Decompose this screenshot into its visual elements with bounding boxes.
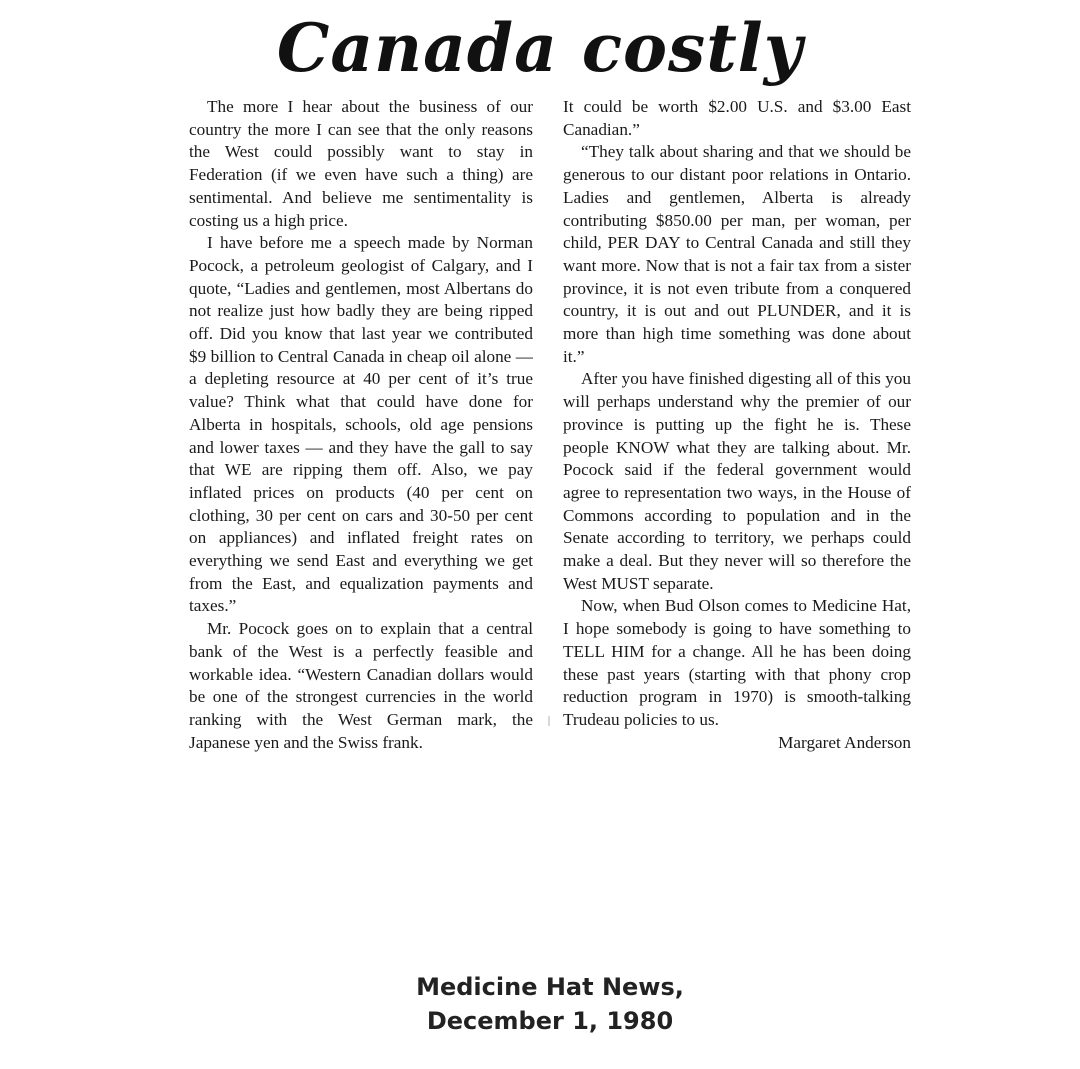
column-divider: [548, 716, 550, 726]
article-paragraph: Now, when Bud Olson comes to Medicine Hat, I hope somebody is going to have something to TELL HIM for a change. All he has been doing these past years (starting with that phony crop reduction program in 1970) is smooth-talking Trudeau policies to us.: [563, 596, 911, 729]
source-date: December 1, 1980: [426, 1007, 674, 1035]
article-paragraph: It could be worth $2.00 U.S. and $3.00 East Canadian.”: [563, 97, 911, 139]
article-column-right: [563, 96, 911, 754]
article-paragraph: Mr. Pocock goes on to explain that a central bank of the West is a perfectly feasible and workable idea. “Western Canadian dollars would be one of the strongest currencies in the world ranking with the West German mark, the Japanese yen and the Swiss frank.: [189, 619, 533, 752]
article-paragraph: After you have finished digesting all of this you will perhaps understand why the premier of our province is putting up the fight he is. These people KNOW what they are talking about. Mr. Pocock said if the federal government would agree to representation two ways, in the House of Commons according to population and in the Senate according to territory, we perhaps could make a deal. But they never will so therefore the West MUST separate.: [563, 369, 911, 593]
source-publication: Medicine Hat News,: [416, 973, 684, 1001]
author-signature: Margaret Anderson: [778, 732, 911, 752]
article-column-left: [189, 96, 533, 754]
headline: Canada costly: [276, 9, 804, 87]
article-paragraph: The more I hear about the business of our country the more I can see that the only reasons the West could possibly want to stay in Federation (if we even have such a thing) are sentimental. And believe me sentimentality is costing us a high price.: [189, 97, 533, 230]
article-paragraph: I have before me a speech made by Norman Pocock, a petroleum geologist of Calgary, and I quote, “Ladies and gentlemen, most Albertans do not realize just how badly they are being ripped off. Did you know that last year we contributed $9 billion to Central Canada in cheap oil alone — a depleting resource at 40 per cent of it’s true value? Think what that could have done for Alberta in hospitals, schools, old age pensions and lower taxes — and they have the gall to say that WE are ripping them off. Also, we pay inflated prices on products (40 per cent on clothing, 30 per cent on cars and 30-50 per cent on appliances) and inflated freight rates on everything we send East and everything we get from the East, and equalization payments and taxes.”: [189, 233, 533, 616]
article-paragraph: “They talk about sharing and that we should be generous to our distant poor relations in Ontario. Ladies and gentlemen, Alberta is already contributing $850.00 per man, per woman, per child, PER DAY to Central Canada and still they want more. Now that is not a fair tax from a sister province, it is not even tribute from a conquered country, it is out and out PLUNDER, and it is more than high time something was done about it.”: [563, 142, 911, 366]
source-caption: [0, 970, 1080, 1038]
